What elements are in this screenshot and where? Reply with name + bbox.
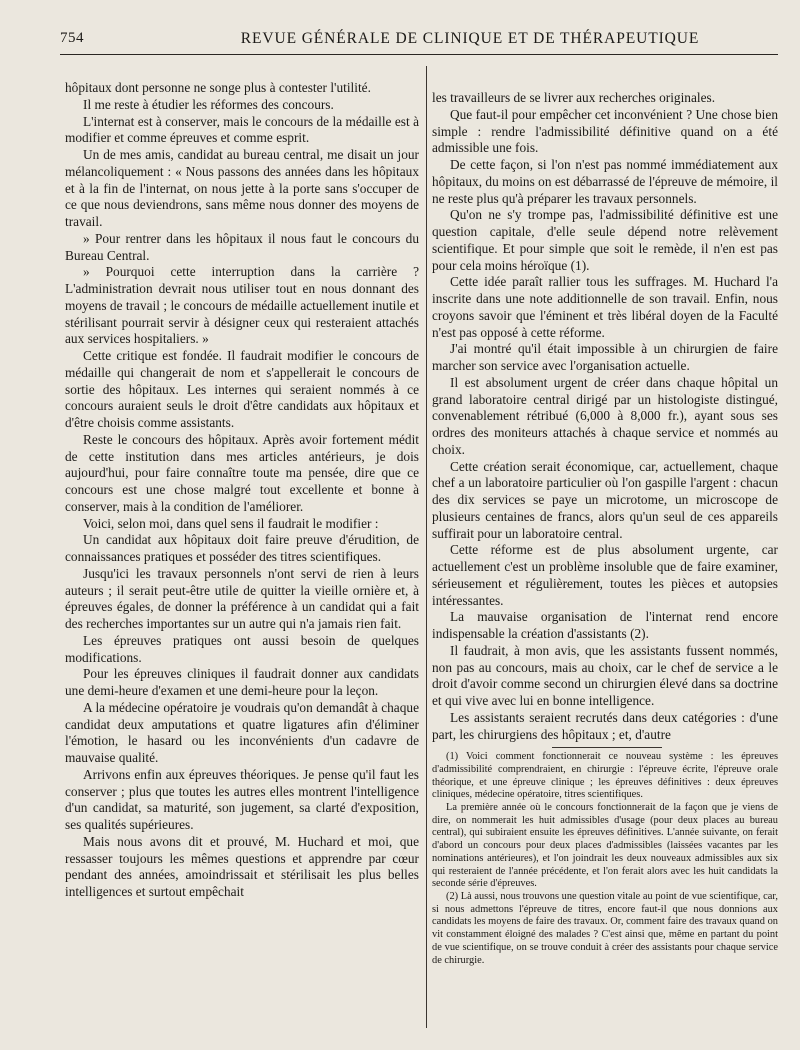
paragraph: L'internat est à conserver, mais le concours de la médaille est à modifier et comme épreuves et comme esprit. [65,113,419,146]
footnote: La première année où le concours fonctionnerait de la façon que je viens de dire, on nommerait les huit admissibles d'usage (pour deux places au bureau central), qui subiraient ensuite les épreuves définitives. L'année suivante, on ferait d'abord un concours pour deux places d'admissibles (laissées vacantes par les nominations antérieures), et l'on joindrait les deux nouveaux admissibles aux six qui resteraient de l'année précédente, et l'on ferait alors avec les huit candidats la seconde série d'épreuves. [432,802,778,890]
paragraph: Arrivons enfin aux épreuves théoriques. Je pense qu'il faut les conserver ; plus que toutes les autres elles montrent l'intelligence d'un candidat, sa maturité, son jugement, sa clarté d'exposition, ses qualités supérieures. [65,766,419,832]
paragraph: Les assistants seraient recrutés dans deux catégories : d'une part, les chirurgiens des hôpitaux ; et, d'autre [432,709,778,742]
paragraph: les travailleurs de se livrer aux recherches originales. [432,90,716,105]
paragraph: Voici, selon moi, dans quel sens il faudrait le modifier : [83,515,379,531]
paragraph: Pour les épreuves cliniques il faudrait donner aux candidats une demi-heure d'examen et une demi-heure pour la leçon. [65,666,419,698]
paragraph: Qu'on ne s'y trompe pas, l'admissibilité définitive est une question capitale, d'elle seule dépend notre relèvement scientifique. Et pour simple que soit le remède, il n'en est pas pour cela moins héroïque (1). [432,207,778,273]
paragraph: » Pourquoi cette interruption dans la carrière ? L'administration devrait nous utiliser tout en nous donnant des moyens de travail ; le concours de médaille actuellement inutile et stérilisant pourrait servir à désigner ceux qui resteraient attachés aux services hospitaliers. » [65,264,419,347]
paragraph: La mauvaise organisation de l'internat rend encore indispensable la création d'assistants (2). [432,609,778,641]
paragraph: Cette réforme est de plus absolument urgente, car actuellement c'est un problème insoluble que de faire examiner, sérieusement et régulièrement, toutes les pièces et autopsies intéressantes. [432,542,778,608]
paragraph: J'ai montré qu'il était impossible à un chirurgien de faire marcher son service avec l'organisation actuelle. [432,341,778,373]
paragraph: Jusqu'ici les travaux personnels n'ont servi de rien à leurs auteurs ; il serait peut-être utile de quitter la vieille ornière et, à épreuves égales, de donner la préférence à un candidat qui a fait des recherches importantes sur un autre qui n'a jamais rien fait. [65,565,419,631]
paragraph: Mais nous avons dit et prouvé, M. Huchard et moi, que ressasser toujours les mêmes questions et apprendre par cœur pendant des années, amoindrissait et stérilisait les plus belles intelligences et surtout empêchait [65,833,419,899]
paragraph: Cette création serait économique, car, actuellement, chaque chef a un laboratoire particulier où l'on gaspille l'argent : chacun des dix services se paye un microtome, un microscope de plusieurs centaines de francs, alors qu'un seul de ces appareils suffirait pour un laboratoire central. [432,458,778,541]
page-header [60,28,778,54]
paragraph: De cette façon, si l'on n'est pas nommé immédiatement aux hôpitaux, du moins on est débarrassé de l'épreuve de mémoire, il ne reste plus qu'à préparer les travaux personnels. [432,157,778,206]
paragraph: Un candidat aux hôpitaux doit faire preuve d'érudition, de connaissances pratiques et posséder des titres scientifiques. [65,532,419,564]
column-separator [426,66,427,1028]
footnotes [432,751,778,967]
paragraph: Il faudrait, à mon avis, que les assistants fussent nommés, non pas au concours, mais au choix, car le chef de service a le droit d'avoir comme second un chirurgien élevé dans sa doctrine et qui vive avec lui en bonne intelligence. [432,642,778,708]
paragraph: Que faut-il pour empêcher cet inconvénient ? Une chose bien simple : rendre l'admissibilité définitive quand on a été admissible une fois. [432,106,778,156]
paragraph: Cette idée paraît rallier tous les suffrages. M. Huchard l'a inscrite dans une note additionnelle de son travail. Enfin, nous croyons savoir que l'éminent et très libéral doyen de la Faculté n'est pas opposé à cette réforme. [432,274,778,340]
header-rule [60,54,778,55]
paragraph: hôpitaux dont personne ne songe plus à contester l'utilité. [65,80,371,95]
left-column [65,80,419,901]
paragraph: Il me reste à étudier les réformes des concours. [83,96,334,112]
paragraph: Les épreuves pratiques ont aussi besoin de quelques modifications. [65,632,419,665]
footnote: (1) Voici comment fonctionnerait ce nouveau système : les épreuves d'admissibilité comprendraient, en chirurgie : l'épreuve écrite, l'épreuve orale théorique, et une épreuve clinique ; les épreuves définitives : deux épreuves cliniques, médecine opératoire, titres scientifiques. [432,751,778,801]
footnote: (2) Là aussi, nous trouvons une question vitale au point de vue scientifique, car, si nous admettons l'épreuve de titres, encore faut-il que nous donnions aux candidats les moyens de faire des travaux. Or, comment faire des travaux quand on vit constamment éloigné des malades ? C'est ainsi que, même en partant du point de vue scientifique, on se trouve conduit à créer des assistants pour chaque service de chirurgie. [432,890,778,966]
paragraph: Reste le concours des hôpitaux. Après avoir fortement médit de cette institution dans mes articles antérieurs, je dois aujourd'hui, pour faire connaître toute ma pensée, dire que ce concours est une chose malgré tout excellente et bonne à conserver, mais à la condition de l'améliorer. [65,431,419,514]
running-title: REVUE GÉNÉRALE DE CLINIQUE ET DE THÉRAPEUTIQUE [240,30,700,47]
right-column [432,90,778,967]
paragraph: Cette critique est fondée. Il faudrait modifier le concours de médaille qui changerait de nom et s'appellerait le concours de sortie des hôpitaux. Les internes qui seraient nommés à ce concours auraient seuls le droit d'être candidats aux hôpitaux et d'être choisis comme assistants. [65,348,419,430]
paragraph: Un de mes amis, candidat au bureau central, me disait un jour mélancoliquement : « Nous passons des années dans les hôpitaux et à la fin de l'internat, on nous jette à la porte sans s'occuper de ce que nous deviendrons, sans même nous donner des moyens de travail. [65,147,419,229]
paragraph: A la médecine opératoire je voudrais qu'on demandât à chaque candidat deux amputations et quatre ligatures afin d'éliminer l'émotion, le hasard ou les inconvénients d'un cadavre de mauvaise qualité. [65,699,419,765]
paragraph: » Pour rentrer dans les hôpitaux il nous faut le concours du Bureau Central. [65,230,419,263]
page-number: 754 [60,30,84,46]
paragraph: Il est absolument urgent de créer dans chaque hôpital un grand laboratoire central dirigé par un histologiste distingué, convenablement rétribué (6,000 à 8,000 fr.), ayant sous ses ordres des moniteurs attachés à chaque service et nommés au choix. [432,374,778,457]
footnote-rule [552,747,662,748]
